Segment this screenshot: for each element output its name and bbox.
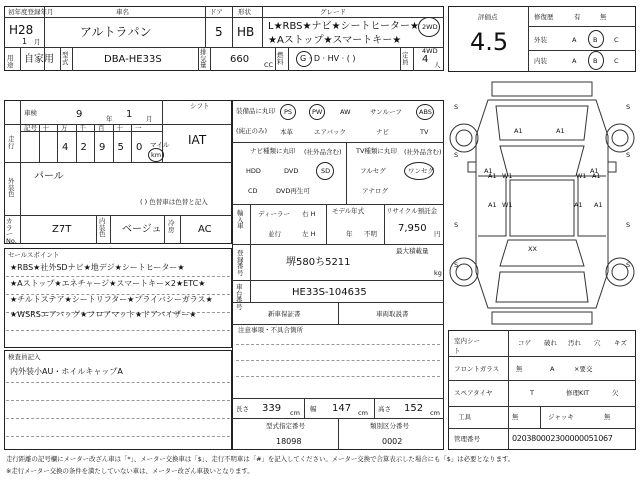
reg-month-unit: 月 bbox=[34, 38, 41, 46]
degree-label: 修復歴 bbox=[534, 13, 554, 21]
max-load-label: 最大積載量 bbox=[396, 247, 429, 255]
model-year-label: モデル年式 bbox=[332, 207, 365, 215]
mileage-col-label: 十 bbox=[116, 124, 123, 132]
mileage-unit-mile: マイル bbox=[150, 141, 170, 149]
spare-label: スペアタイヤ bbox=[454, 389, 493, 397]
inspector-notes-label: 検査員記入 bbox=[8, 353, 41, 361]
diag-side-s2: S bbox=[626, 103, 631, 111]
import-right: 右 H bbox=[302, 210, 316, 218]
diag-side-s6: S bbox=[626, 221, 631, 229]
spare-kit: 修理KIT bbox=[566, 389, 590, 397]
spare-t: T bbox=[530, 389, 534, 397]
jack-value: 無 bbox=[604, 413, 611, 421]
doors: 5 bbox=[215, 25, 223, 39]
equip-ps: PS bbox=[284, 108, 293, 116]
fg-none: 無 bbox=[516, 365, 523, 373]
mileage-col-label: 記号 bbox=[24, 124, 37, 132]
color-code: Z7T bbox=[52, 224, 72, 235]
diag-side-s5: S bbox=[454, 221, 459, 229]
diag-label-5: W1 bbox=[502, 172, 513, 180]
spare-missing: 欠 bbox=[612, 389, 619, 397]
tools-value: 無 bbox=[512, 413, 519, 421]
diag-label-10: A1 bbox=[574, 201, 583, 209]
seat-item-4: 穴 bbox=[594, 339, 601, 347]
diag-label-9: W1 bbox=[502, 201, 513, 209]
diag-side-s7: S bbox=[454, 261, 459, 269]
reg-year-label: 初年度登録年月 bbox=[8, 8, 54, 16]
car-damage-diagram bbox=[448, 76, 636, 328]
mileage-col-label: 百 bbox=[98, 124, 105, 132]
width-unit: cm bbox=[358, 409, 368, 417]
diag-label-1: A1 bbox=[556, 127, 565, 135]
diag-label-2: A1 bbox=[484, 167, 493, 175]
degree-none: 無 bbox=[600, 13, 607, 21]
interior-color-label: 内装色 bbox=[99, 217, 106, 238]
seat-item-5: キズ bbox=[614, 339, 627, 347]
class-value: 0002 bbox=[382, 437, 403, 446]
exterior-color-label: 外装色 bbox=[8, 177, 15, 198]
inspection-year-unit: 年 bbox=[106, 115, 113, 123]
diag-side-s8: S bbox=[626, 261, 631, 269]
mileage-digit: 5 bbox=[117, 142, 124, 153]
car-name: アルトラパン bbox=[80, 25, 152, 39]
inspection-month-unit: 月 bbox=[146, 115, 153, 123]
fuel-options: G · D · HV · ( ) bbox=[300, 54, 356, 63]
height-unit: cm bbox=[430, 409, 440, 417]
kg-unit: kg bbox=[434, 269, 442, 277]
equip-tv: TV bbox=[420, 128, 429, 136]
height-label: 高さ bbox=[378, 405, 391, 413]
shift-label: シフト bbox=[190, 102, 210, 110]
seat-item-3: 汚れ bbox=[568, 339, 581, 347]
displacement: 660 bbox=[230, 54, 250, 65]
mileage-digit: 9 bbox=[99, 142, 106, 153]
width: 147 bbox=[332, 403, 352, 414]
cc-unit: CC bbox=[264, 61, 274, 69]
tv-oneseg: ワンセグ bbox=[408, 167, 434, 175]
designation-label: 型式指定番号 bbox=[266, 422, 305, 430]
person-unit: 人 bbox=[434, 61, 441, 69]
import-label: 輸入車 bbox=[237, 209, 244, 230]
ext-c: C bbox=[614, 36, 619, 44]
shift-value: IAT bbox=[188, 133, 207, 147]
inspection-month: 1 bbox=[126, 109, 133, 120]
recycle-unit: 円 bbox=[434, 230, 441, 238]
capacity: 4 bbox=[422, 54, 429, 65]
score-value: 4.5 bbox=[470, 28, 509, 56]
mileage-label: 走行 bbox=[8, 135, 15, 150]
length-label: 長さ bbox=[236, 405, 249, 413]
equip-abs: ABS bbox=[419, 108, 432, 116]
interior-color: ベージュ bbox=[122, 224, 162, 235]
grade-line1: L★RBS★ナビ★シートヒーター★ bbox=[268, 21, 420, 32]
model: DBA-HE33S bbox=[104, 54, 162, 65]
equip-airbag: エアバック bbox=[314, 128, 346, 136]
grade-line2: ★Aストップ★スマートキー★ bbox=[268, 35, 402, 46]
length-unit: cm bbox=[290, 409, 300, 417]
seat-item-1: コゲ bbox=[518, 339, 531, 347]
class-label: 類別区分番号 bbox=[370, 422, 409, 430]
reg-month: 1 bbox=[22, 37, 28, 46]
capacity-label: 定員 bbox=[402, 51, 409, 66]
model-year-unknown: 不明 bbox=[364, 230, 377, 238]
equip-sunroof: サンルーフ bbox=[370, 108, 402, 116]
int-c: C bbox=[614, 57, 619, 65]
registration-value: 堺580ち5211 bbox=[286, 257, 351, 268]
tv-fullseg: フルセグ bbox=[360, 167, 386, 175]
length: 339 bbox=[262, 403, 282, 414]
equip-leather: 本革 bbox=[280, 128, 293, 136]
chassis-value: HE33S-104635 bbox=[292, 287, 367, 298]
recycle-label: リサイクル預託金 bbox=[386, 207, 438, 215]
model-label: 型式 bbox=[62, 51, 69, 66]
usage: 自家用 bbox=[24, 54, 54, 65]
diag-side-s1: S bbox=[454, 103, 459, 111]
registration-label: 登録番号 bbox=[237, 249, 244, 277]
score-label: 評価点 bbox=[478, 13, 498, 21]
diag-label-8: A1 bbox=[488, 201, 497, 209]
ac-label: 冷房 bbox=[168, 219, 175, 234]
diag-side-s3: S bbox=[454, 151, 459, 159]
sales-point-3: ★チルトステア★シートリフター★プライバシーガラス★ bbox=[10, 295, 213, 304]
navi-sd: SD bbox=[321, 167, 331, 175]
equipment-label: 装備品に丸印 bbox=[236, 107, 275, 115]
diag-label-0: A1 bbox=[514, 127, 523, 135]
tv-label: TV種類に丸印 bbox=[356, 147, 397, 155]
mileage-unit-km: km bbox=[151, 151, 162, 159]
exterior-grade-label: 外装 bbox=[534, 36, 547, 44]
jack-label: ジャッキ bbox=[548, 413, 574, 421]
degree-has: 有 bbox=[574, 13, 581, 21]
int-a: A bbox=[572, 57, 577, 65]
import-dealer: ディーラー bbox=[258, 210, 290, 218]
navi-dvd: DVD bbox=[284, 167, 299, 175]
inspection-year: 9 bbox=[76, 109, 83, 120]
navi-cd: CD bbox=[248, 187, 258, 195]
seat-item-2: 破れ bbox=[544, 339, 557, 347]
footer-line2: ※走行メーター交換の条件を満たしていない車は、メーター改ざん車扱いとなります。 bbox=[6, 467, 254, 475]
navi-sub: (社外品含む) bbox=[304, 148, 342, 156]
tv-sub: (社外品含む) bbox=[404, 148, 442, 156]
diag-label-12: XX bbox=[528, 245, 537, 253]
exterior-color-note: ( ) 色替車は色替と記入 bbox=[140, 198, 208, 206]
manual: 車両取説書 bbox=[376, 310, 409, 318]
color-code-label: カラー No. bbox=[6, 217, 17, 245]
mileage-digit: 4 bbox=[62, 142, 69, 153]
usage-label: 用途 bbox=[7, 54, 14, 69]
diag-label-11: A1 bbox=[594, 201, 603, 209]
sales-point-4: ★WSRSエアバッグ★フロアマット★ドアバイザー★ bbox=[10, 310, 197, 319]
mileage-col-label: 万 bbox=[61, 124, 68, 132]
diag-label-6: W1 bbox=[576, 172, 587, 180]
footer-line1: 走行距離の記号欄にメーター改ざん車は「*」、メーター交換車は「$」、走行不明車は「#」を記入してください。メーター交換で合算表示した場合にも「$」は必要となります。 bbox=[6, 455, 515, 463]
diag-side-s4: S bbox=[626, 151, 631, 159]
ext-a: A bbox=[572, 36, 577, 44]
mileage-digit: 2 bbox=[80, 142, 87, 153]
equip-navi: ナビ bbox=[376, 128, 389, 136]
sales-point-1: ★RBS★社外SDナビ★地デジ★シートヒーター★ bbox=[10, 263, 185, 272]
inspector-note-1: 内外装小AU・ホイルキャップA bbox=[10, 367, 123, 376]
door-label: ドア bbox=[210, 8, 223, 16]
equipment-sublabel: (純正のみ) bbox=[236, 127, 268, 135]
ext-b: B bbox=[593, 36, 598, 44]
car-name-label: 車名 bbox=[116, 8, 129, 16]
grade-label: グレード bbox=[320, 8, 346, 16]
model-year-unit: 年 bbox=[346, 230, 353, 238]
diag-label-4: A1 bbox=[488, 172, 497, 180]
mileage-col-label: 千 bbox=[79, 124, 86, 132]
sales-points-label: セールスポイント bbox=[8, 251, 60, 259]
mileage-digit: 0 bbox=[136, 142, 143, 153]
new-warranty: 新車保証書 bbox=[268, 310, 301, 318]
designation-value: 18098 bbox=[276, 437, 302, 446]
shape: HB bbox=[237, 25, 255, 39]
tools-label: 工具 bbox=[458, 413, 471, 421]
interior-grade-label: 内装 bbox=[534, 57, 547, 65]
seat-label: 室内シート bbox=[454, 337, 480, 355]
mgmt-label: 管理番号 bbox=[454, 435, 480, 443]
width-label: 幅 bbox=[310, 405, 317, 413]
import-parallel: 並行 bbox=[268, 230, 281, 238]
navi-hdd: HDD bbox=[246, 167, 261, 175]
diag-label-3: A1 bbox=[590, 167, 599, 175]
recycle-value: 7,950 bbox=[398, 223, 427, 234]
height: 152 bbox=[404, 403, 424, 414]
reg-year: H28 bbox=[9, 23, 34, 37]
inspection-label: 車検 bbox=[24, 109, 37, 117]
sales-point-2: ★Aストップ★エネチャージ★スマートキー×2★ETC★ bbox=[10, 279, 206, 288]
shape-label: 形状 bbox=[238, 8, 251, 16]
ac-value: AC bbox=[198, 224, 212, 235]
mgmt-value: 020380002300000051067 bbox=[512, 434, 613, 443]
equip-aw: AW bbox=[340, 108, 351, 116]
fg-replace: ×要交 bbox=[574, 365, 593, 373]
fuel-label: 燃料 bbox=[277, 51, 284, 66]
mileage-col-label: 一 bbox=[135, 124, 142, 132]
mileage-col-label: 十 bbox=[42, 124, 49, 132]
diag-label-7: A1 bbox=[592, 172, 601, 180]
fg-a: A bbox=[550, 365, 555, 373]
navi-dvd-play: DVD再生可 bbox=[276, 187, 310, 195]
drive-2wd: 2WD bbox=[422, 23, 438, 31]
exterior-color: パール bbox=[34, 171, 64, 182]
displacement-label: 排気量 bbox=[200, 48, 207, 69]
front-glass-label: フロントガラス bbox=[454, 365, 500, 373]
navi-label: ナビ種類に丸印 bbox=[250, 147, 296, 155]
chassis-label: 車台番号 bbox=[236, 283, 243, 311]
import-left: 左 H bbox=[302, 230, 316, 238]
drive-4wd: 4WD bbox=[422, 47, 438, 55]
tv-analog: アナログ bbox=[362, 187, 388, 195]
int-b: B bbox=[593, 57, 598, 65]
equip-pw: PW bbox=[312, 108, 323, 116]
modify-notes-label: 注意事項・不具合箇所 bbox=[238, 326, 303, 334]
